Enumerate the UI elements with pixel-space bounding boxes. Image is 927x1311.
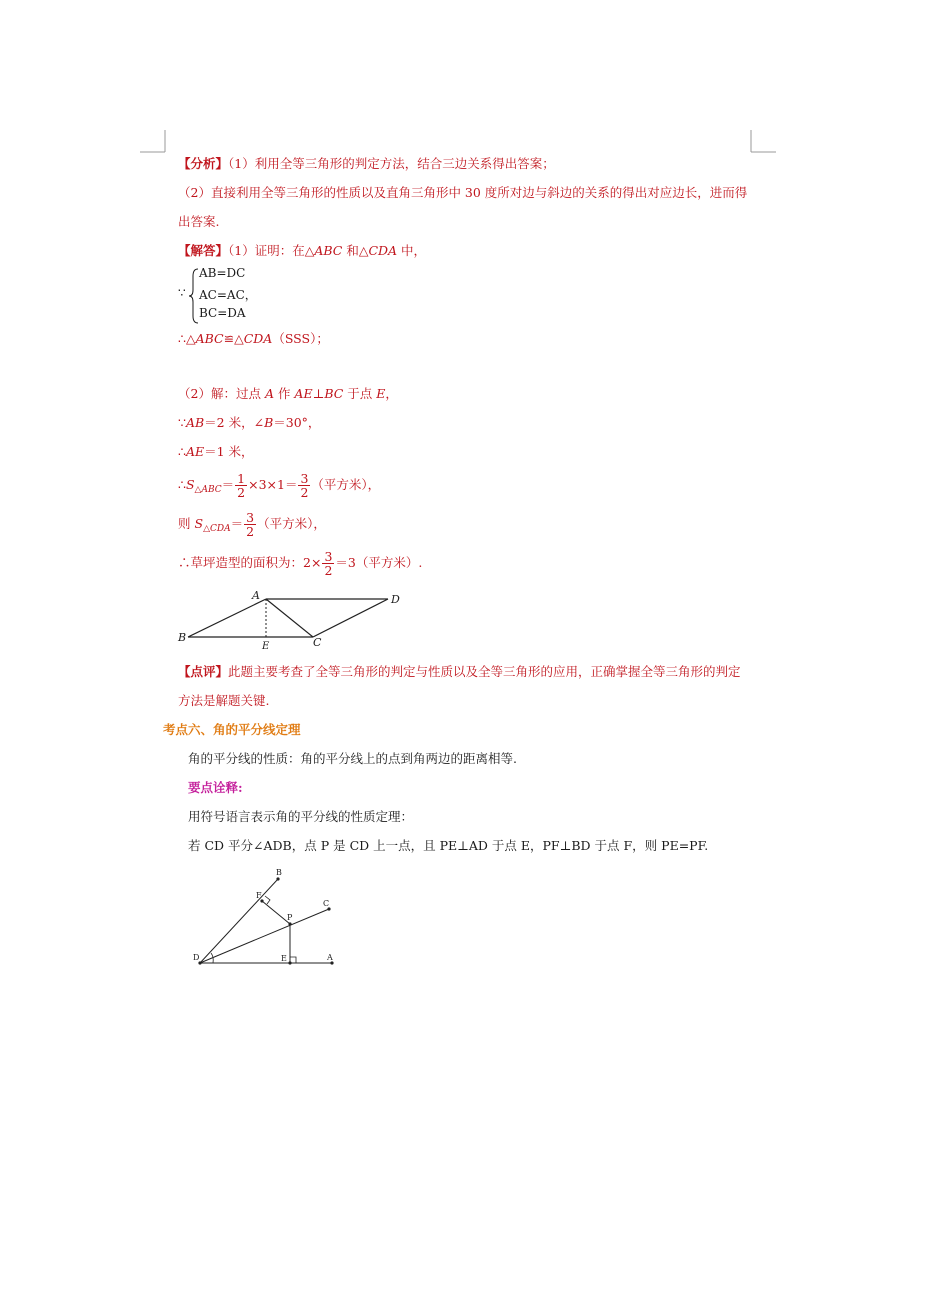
brace-item: AB=DC [199,266,246,280]
label-b: B [178,631,187,644]
solution-text: ∴△ [178,331,196,346]
label-d: D [193,953,200,962]
area-symbol: S [185,477,195,492]
ab-line [178,415,320,431]
brace-item: AC=AC， [199,288,257,302]
point-b [276,877,279,880]
segment-ab [188,599,266,637]
segment-cd [313,599,388,637]
solution-text: （SSS）； [272,331,329,346]
comment-line-2 [178,693,269,709]
solution-text: ＝ [221,477,235,492]
ray-dc [200,909,329,963]
section-title: 考点六、角的平分线定理 [163,722,301,737]
solution-text: ＝30°， [273,415,321,430]
area-subscript: △CDA [203,524,231,534]
perp-symbol: ⊥ [312,386,325,401]
label-a: A [327,953,333,962]
because-symbol: ∵ [178,286,186,300]
crop-mark-right [750,130,776,154]
area-abc-line [178,472,380,499]
ray-db [200,879,278,963]
solution-text: （平方米）， [257,516,326,531]
total-area-line [178,550,422,577]
ae-line [178,444,254,460]
statement-text: 若 CD 平分∠ADB，点 P 是 CD 上一点，且 PE⊥AD 于点 E，PF⊥BD 于点 F，则 PE=PF. [188,838,709,853]
solution-text: ＝2 米，∠ [204,415,265,430]
fraction-denominator: 2 [237,485,246,500]
solution-text: （平方米）， [311,477,381,492]
fraction-numerator: 3 [246,510,255,525]
point-e [288,961,291,964]
fraction-denominator: 2 [300,485,309,500]
segment-ac [266,599,313,637]
symbolic-text: 用符号语言表示角的平分线的性质定理： [188,809,414,824]
analysis-line-3 [178,214,219,230]
triangle-cda: CDA [243,331,273,346]
crop-mark-left [140,130,166,154]
triangle-abc: ABC [314,243,343,258]
congruent-symbol: ≌△ [223,331,244,346]
analysis-label: 【分析】 [178,156,229,171]
solution-text: （1）证明：在△ [228,243,315,258]
triangle-cda: CDA [368,243,398,258]
segment-label: AB [185,415,205,430]
comment-label: 【点评】 [178,664,229,679]
point-p [288,922,291,925]
fraction [298,472,310,499]
solution-text: 和△ [342,243,369,258]
area-cda-line [178,511,326,538]
solution-text: ＝ [230,516,244,531]
segment-pf [262,901,290,924]
solution-text: 于点 [343,386,377,401]
solution-text: 作 [273,386,295,401]
angle-bisector-figure [190,865,350,973]
solution-text: ∴ [178,444,186,459]
analysis-line-2 [178,185,747,201]
right-angle-mark-f [265,896,270,904]
point-label: E [376,386,386,401]
fraction-denominator: 2 [324,563,333,578]
analysis-line-1 [178,156,555,172]
analysis-text-2: （2）直接利用全等三角形的性质以及直角三角形中 30 度所对边与斜边的关系的得出对应边长，进而得 [178,185,748,200]
label-c: C [313,636,322,649]
solution-part2-line [178,386,398,402]
solution-label: 【解答】 [178,243,229,258]
fraction [322,550,334,577]
solution-line-1 [178,243,426,259]
solution-text: ×3×1＝ [248,477,298,492]
label-c: C [323,899,330,908]
fraction [235,472,247,499]
brace-item: BC=DA [199,306,246,320]
label-f: F [256,891,262,900]
label-d: D [391,593,400,606]
comment-text-2: 方法是解题关键. [178,693,270,708]
fraction [244,511,256,538]
left-brace-icon [189,268,199,324]
fraction-numerator: 3 [324,549,333,564]
analysis-text-1: （1）利用全等三角形的判定方法，结合三边关系得出答案； [228,156,555,171]
area-subscript: △ABC [194,485,222,495]
label-p: P [287,913,293,922]
fraction-denominator: 2 [246,524,255,539]
area-symbol: S [194,516,204,531]
congruence-line [178,331,329,347]
solution-text: ∵ [178,415,186,430]
key-points-label: 要点诠释: [188,780,243,795]
solution-text: ＝3（平方米）. [335,555,423,570]
solution-text: ＝1 米， [204,444,254,459]
solution-text: （2）解：过点 [178,386,265,401]
solution-text: ， [385,386,398,401]
comment-text-1: 此题主要考查了全等三角形的判定与性质以及全等三角形的应用，正确掌握全等三角形的判定 [228,664,741,679]
comment-line-1 [178,664,741,680]
label-e: E [281,954,287,963]
solution-text: ∴草坪造型的面积为：2× [178,555,322,570]
solution-text: 则 [178,516,195,531]
label-b: B [276,868,282,877]
fraction-numerator: 1 [237,471,246,486]
segment-label: AE [185,444,205,459]
label-e: E [262,641,270,652]
solution-text: ∴ [178,477,186,492]
segment-label: AE [294,386,313,401]
angle-label: B [264,415,274,430]
solution-text: 中， [397,243,427,258]
point-label: A [264,386,274,401]
property-text: 角的平分线的性质：角的平分线上的点到角两边的距离相等. [188,751,517,766]
triangle-abc: ABC [195,331,224,346]
label-a: A [252,589,260,602]
parallelogram-figure [170,585,420,655]
segment-label: BC [324,386,344,401]
analysis-text-3: 出答案. [178,214,220,229]
fraction-numerator: 3 [300,471,309,486]
